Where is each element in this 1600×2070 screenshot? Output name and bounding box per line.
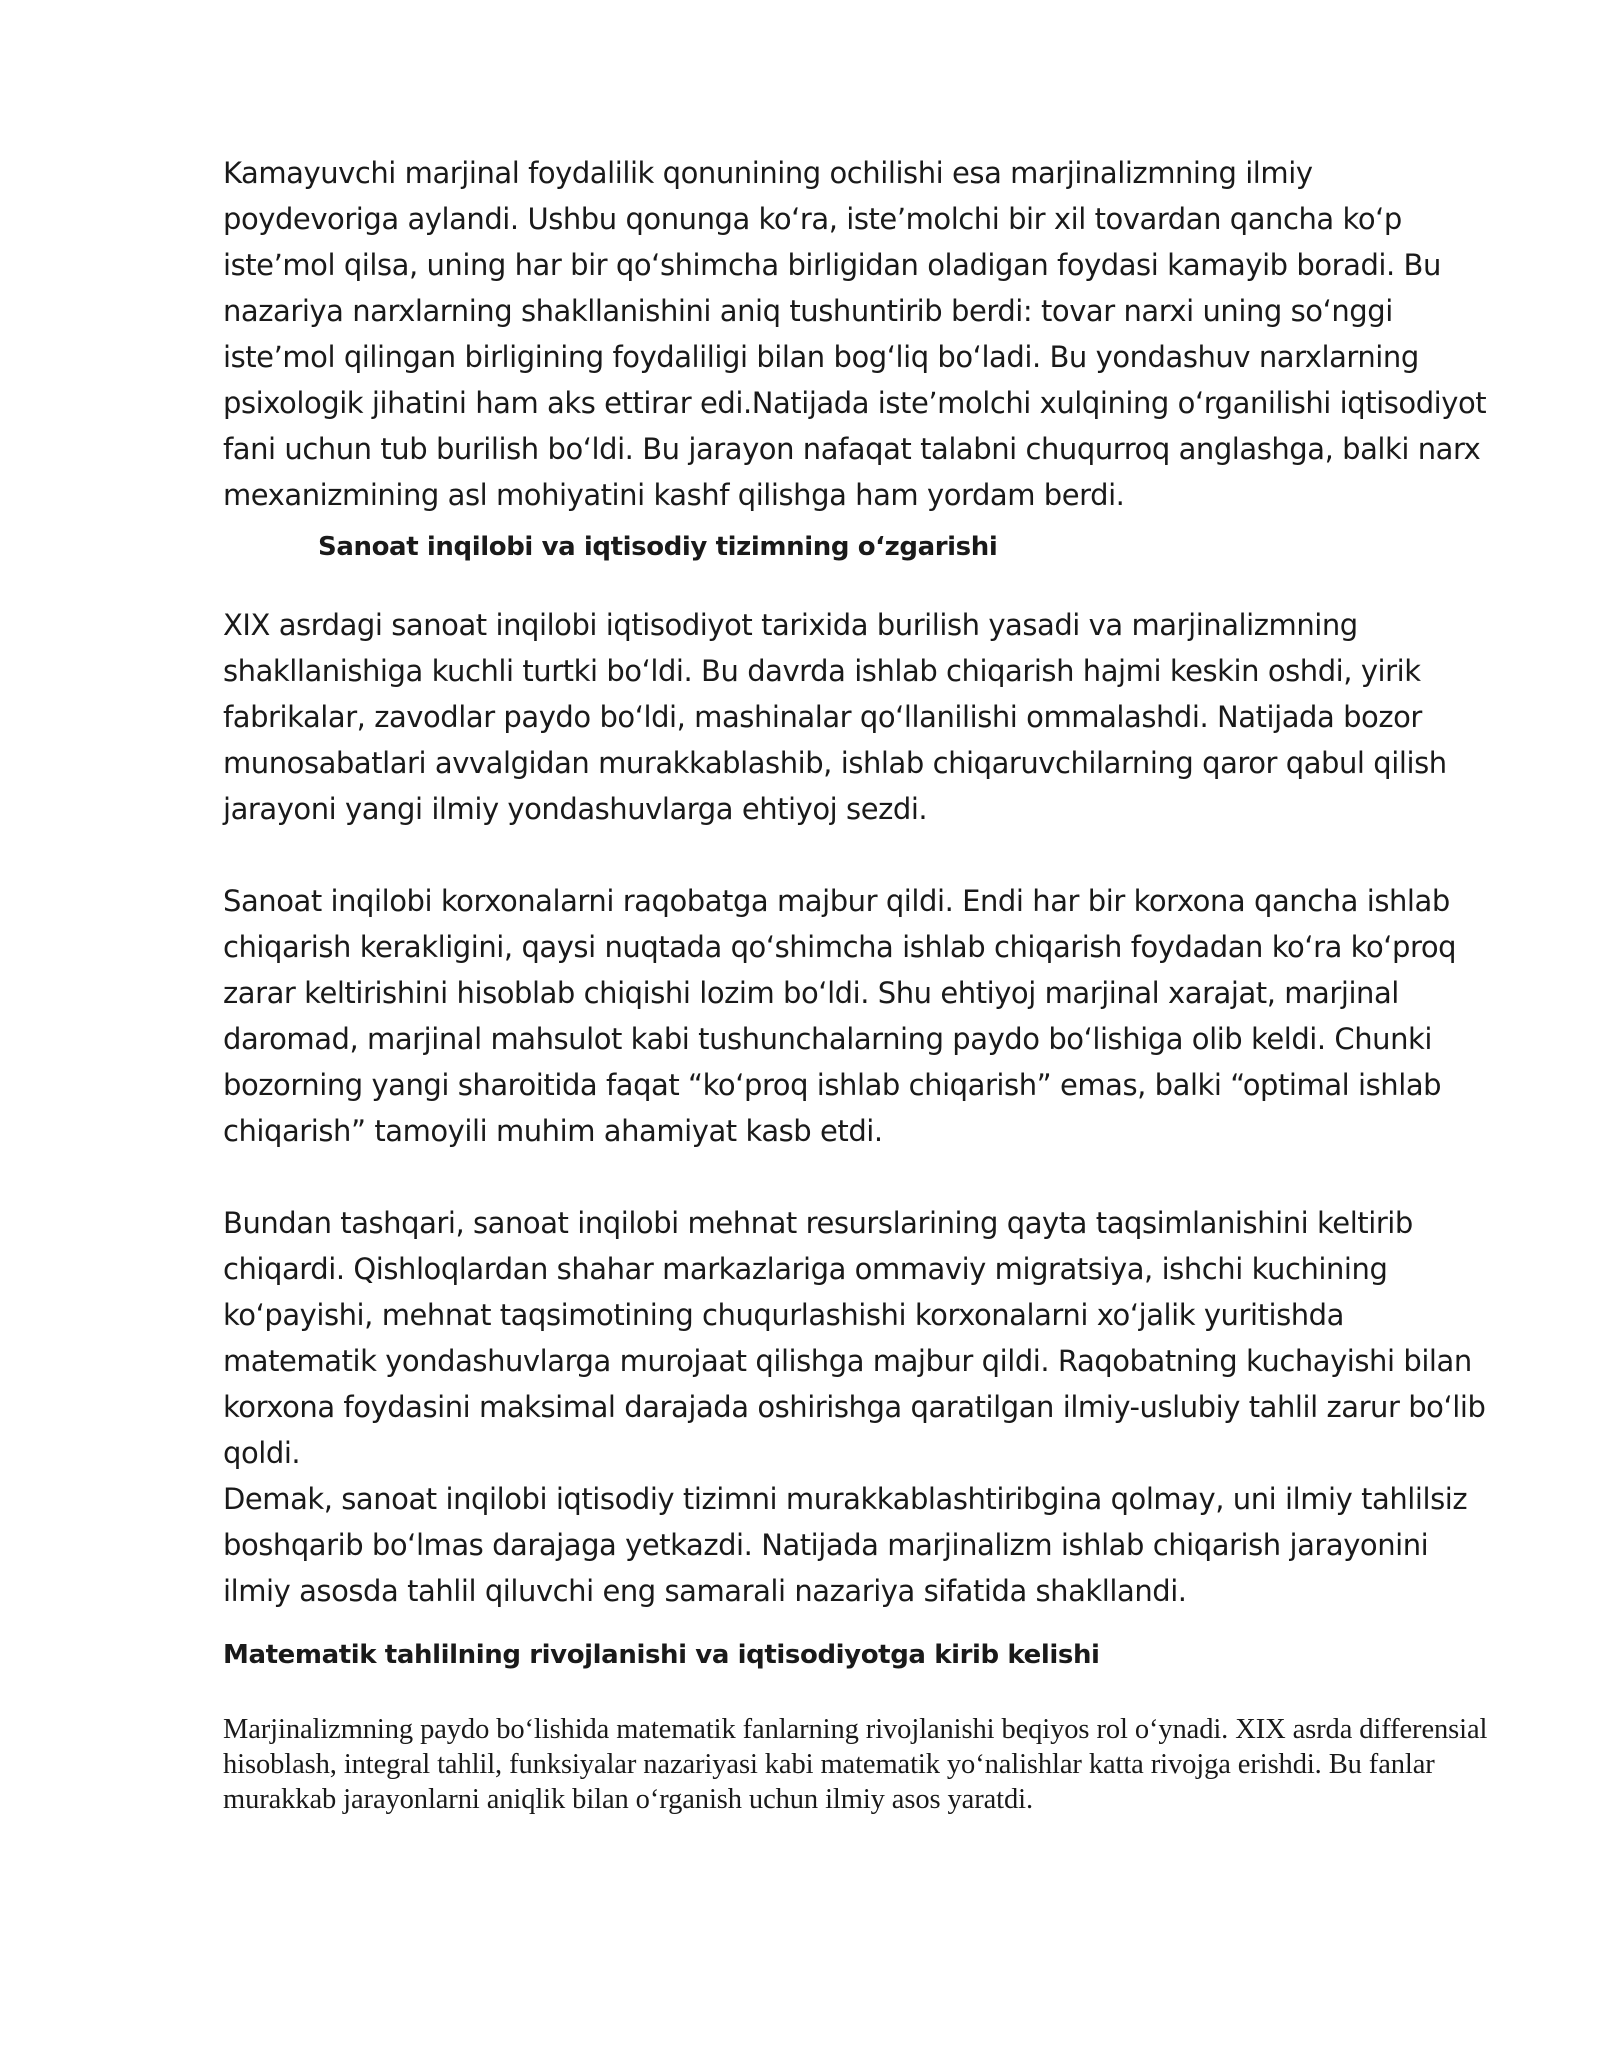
heading-industrial-revolution: Sanoat inqilobi va iqtisodiy tizimning o‘zgarishi — [318, 532, 998, 562]
paragraph-gap — [223, 1154, 1493, 1200]
paragraph-competition: Sanoat inqilobi korxonalarni raqobatga majbur qildi. Endi har bir korxona qancha ishlab chiqarish kerakligini, qaysi nuqtada qo‘shimcha ishlab chiqarish foydadan ko‘ra ko‘proq zarar keltirishini hisoblab chiqishi lozim bo‘ldi. Shu ehtiyoj marjinal xarajat, marjinal daromad, marjinal mahsulot kabi tushunchalarning paydo bo‘lishiga olib keldi. Chunki bozorning yangi sharoitida faqat “ko‘proq ishlab chiqarish” emas, balki “optimal ishlab chiqarish” tamoyili muhim ahamiyat kasb etdi. — [223, 884, 1457, 1148]
heading-mathematical-analysis: Matematik tahlilning rivojlanishi va iqtisodiyotga kirib kelishi — [223, 1640, 1100, 1670]
paragraph-gap — [223, 832, 1493, 878]
paragraph-conclusion: Demak, sanoat inqilobi iqtisodiy tizimni murakkablashtiribgina qolmay, uni ilmiy tahlilsiz boshqarib bo‘lmas darajaga yetkazdi. Natijada marjinalizm ishlab chiqarish jarayonini ilmiy asosda tahlil qiluvchi eng samarali nazariya sifatida shakllandi. — [223, 1482, 1468, 1608]
paragraph-industrial-revolution: XIX asrdagi sanoat inqilobi iqtisodiyot tarixida burilish yasadi va marjinalizmning shakllanishiga kuchli turtki bo‘ldi. Bu davrda ishlab chiqarish hajmi keskin oshdi, yirik fabrikalar, zavodlar paydo bo‘ldi, mashinalar qo‘llanilishi ommalashdi. Natijada bozor munosabatlari avvalgidan murakkablashib, ishlab chiqaruvchilarning qaror qabul qilish jarayoni yangi ilmiy yondashuvlarga ehtiyoj sezdi. — [223, 608, 1447, 826]
paragraph-mathematics: Marjinalizmning paydo bo‘lishida matematik fanlarning rivojlanishi beqiyos rol o‘ynadi. XIX asrda differensial hisoblash, integral tahlil, funksiyalar nazariyasi kabi matematik yo‘nalishlar katta rivojga erishdi. Bu fanlar murakkab jarayonlarni aniqlik bilan o‘rganish uchun ilmiy asos yaratdi. — [223, 1714, 1488, 1815]
document-page — [223, 150, 1493, 1817]
paragraph-marginal-utility: Kamayuvchi marjinal foydalilik qonunining ochilishi esa marjinalizmning ilmiy poydevoriga aylandi. Ushbu qonunga ko‘ra, iste’molchi bir xil tovardan qancha ko‘p iste’mol qilsa, uning har bir qo‘shimcha birligidan oladigan foydasi kamayib boradi. Bu nazariya narxlarning shakllanishini aniq tushuntirib berdi: tovar narxi uning so‘nggi iste’mol qilingan birligining foydaliligi bilan bog‘liq bo‘ladi. Bu yondashuv narxlarning psixologik jihatini ham aks ettirar edi.Natijada iste’molchi xulqining o‘rganilishi iqtisodiyot fani uchun tub burilish bo‘ldi. Bu jarayon nafaqat talabni chuqurroq anglashga, balki narx mexanizmining asl mohiyatini kashf qilishga ham yordam berdi. — [223, 156, 1487, 512]
paragraph-labor-resources: Bundan tashqari, sanoat inqilobi mehnat resurslarining qayta taqsimlanishini keltirib chiqardi. Qishloqlardan shahar markazlariga ommaviy migratsiya, ishchi kuchining ko‘payishi, mehnat taqsimotining chuqurlashishi korxonalarni xo‘jalik yuritishda matematik yondashuvlarga murojaat qilishga majbur qildi. Raqobatning kuchayishi bilan korxona foydasini maksimal darajada oshirishga qaratilgan ilmiy-uslubiy tahlil zarur bo‘lib qoldi. — [223, 1206, 1486, 1470]
